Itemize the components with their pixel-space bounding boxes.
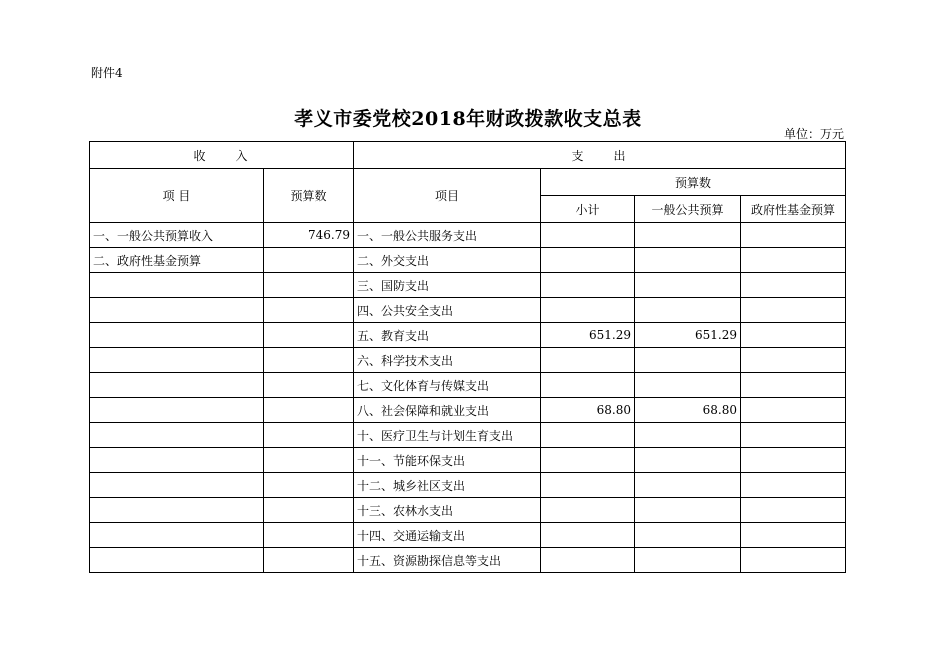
income-amount-cell [264,398,354,423]
fund-budget-cell [741,373,846,398]
fund-budget-cell [741,323,846,348]
header-row-2 [90,169,846,196]
table-row [90,398,846,423]
subtotal-cell: 651.29 [541,323,635,348]
expenditure-header: 支 出 [354,142,846,169]
general-budget-cell [635,423,741,448]
subtotal-header: 小计 [541,196,635,223]
income-item-cell [90,523,264,548]
table-row [90,523,846,548]
income-item-cell [90,423,264,448]
exp-item-cell: 十、医疗卫生与计划生育支出 [354,423,541,448]
income-amount-cell [264,273,354,298]
income-amount-cell [264,248,354,273]
table-row [90,448,846,473]
income-amount-cell [264,298,354,323]
income-item-cell [90,398,264,423]
general-budget-cell [635,448,741,473]
exp-item-header: 项目 [354,169,541,223]
income-item-cell [90,373,264,398]
income-amount-cell: 746.79 [264,223,354,248]
fund-budget-cell [741,223,846,248]
general-budget-cell [635,548,741,573]
general-budget-cell [635,473,741,498]
subtotal-cell [541,298,635,323]
fund-budget-cell [741,248,846,273]
exp-item-cell: 八、社会保障和就业支出 [354,398,541,423]
exp-item-cell: 十四、交通运输支出 [354,523,541,548]
general-budget-cell [635,223,741,248]
income-amount-cell [264,323,354,348]
page-title: 孝义市委党校2018年财政拨款收支总表 [294,108,642,130]
exp-item-cell: 十三、农林水支出 [354,498,541,523]
income-item-header: 项 目 [90,169,264,223]
exp-item-cell: 十一、节能环保支出 [354,448,541,473]
subtotal-cell [541,273,635,298]
table-row [90,223,846,248]
subtotal-cell [541,548,635,573]
income-amount-cell [264,523,354,548]
income-amount-cell [264,473,354,498]
fund-budget-cell [741,498,846,523]
general-budget-cell [635,273,741,298]
income-item-cell [90,448,264,473]
subtotal-cell [541,348,635,373]
subtotal-cell [541,248,635,273]
income-amount-cell [264,348,354,373]
income-amount-cell [264,498,354,523]
table-row [90,323,846,348]
exp-item-cell: 十五、资源勘探信息等支出 [354,548,541,573]
fund-budget-header: 政府性基金预算 [741,196,846,223]
exp-budget-header: 预算数 [541,169,846,196]
fund-budget-cell [741,273,846,298]
subtotal-cell: 68.80 [541,398,635,423]
general-budget-cell [635,348,741,373]
income-item-cell [90,348,264,373]
income-item-cell: 一、一般公共预算收入 [90,223,264,248]
general-budget-header: 一般公共预算 [635,196,741,223]
income-item-cell [90,273,264,298]
exp-item-cell: 六、科学技术支出 [354,348,541,373]
subtotal-cell [541,448,635,473]
table-row [90,423,846,448]
unit-label: 单位：万元 [783,127,844,141]
income-amount-cell [264,373,354,398]
subtotal-cell [541,523,635,548]
income-item-cell [90,498,264,523]
subtotal-cell [541,373,635,398]
exp-item-cell: 三、国防支出 [354,273,541,298]
fund-budget-cell [741,473,846,498]
income-item-cell [90,298,264,323]
header-row-1 [90,142,846,169]
exp-item-cell: 四、公共安全支出 [354,298,541,323]
income-budget-header: 预算数 [264,169,354,223]
table-row [90,373,846,398]
exp-item-cell: 二、外交支出 [354,248,541,273]
exp-item-cell: 一、一般公共服务支出 [354,223,541,248]
general-budget-cell [635,373,741,398]
fund-budget-cell [741,523,846,548]
income-header: 收 入 [90,142,354,169]
table-row [90,548,846,573]
fund-budget-cell [741,398,846,423]
table-row [90,498,846,523]
income-amount-cell [264,548,354,573]
income-item-cell [90,473,264,498]
income-item-cell: 二、政府性基金预算 [90,248,264,273]
income-amount-cell [264,448,354,473]
income-item-cell [90,323,264,348]
fund-budget-cell [741,348,846,373]
fund-budget-cell [741,423,846,448]
exp-item-cell: 十二、城乡社区支出 [354,473,541,498]
general-budget-cell [635,498,741,523]
general-budget-cell [635,248,741,273]
table-row [90,298,846,323]
subtotal-cell [541,223,635,248]
table-row [90,248,846,273]
subtotal-cell [541,423,635,448]
table-row [90,473,846,498]
fund-budget-cell [741,448,846,473]
subtotal-cell [541,498,635,523]
income-item-cell [90,548,264,573]
table-row [90,273,846,298]
exp-item-cell: 七、文化体育与传媒支出 [354,373,541,398]
budget-table [89,141,846,573]
general-budget-cell [635,523,741,548]
table-row [90,348,846,373]
subtotal-cell [541,473,635,498]
fund-budget-cell [741,298,846,323]
general-budget-cell: 651.29 [635,323,741,348]
attachment-label: 附件4 [91,66,123,80]
general-budget-cell [635,298,741,323]
exp-item-cell: 五、教育支出 [354,323,541,348]
income-amount-cell [264,423,354,448]
fund-budget-cell [741,548,846,573]
general-budget-cell: 68.80 [635,398,741,423]
